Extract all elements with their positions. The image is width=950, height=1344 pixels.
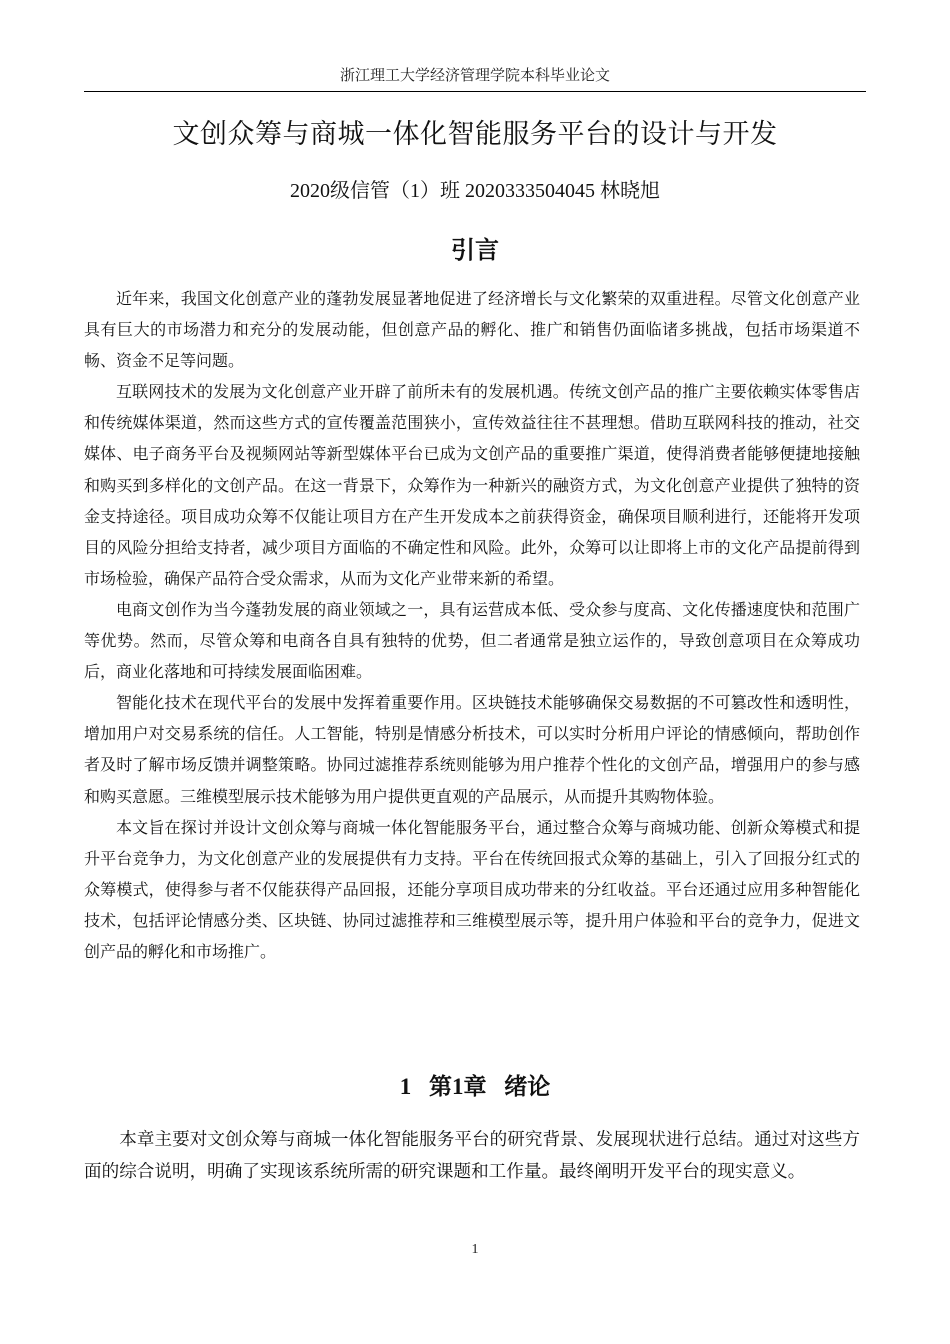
intro-heading: 引言 <box>451 236 499 264</box>
paper-title: 文创众筹与商城一体化智能服务平台的设计与开发 <box>172 119 778 150</box>
chapter-label: 第1章 <box>429 1074 487 1099</box>
chapter-name: 绪论 <box>504 1074 551 1099</box>
intro-body <box>84 283 860 967</box>
intro-paragraph-5: 本文旨在探讨并设计文创众筹与商城一体化智能服务平台，通过整合众筹与商城功能、创新众筹模式和提升平台竞争力，为文化创意产业的发展提供有力支持。平台在传统回报式众筹的基础上，引入了回报分红式的众筹模式，使得参与者不仅能获得产品回报，还能分享项目成功带来的分红收益。平台还通过应用多种智能化技术，包括评论情感分类、区块链、协同过滤推荐和三维模型展示等，提升用户体验和平台的竞争力，促进文创产品的孵化和市场推广。 <box>84 817 860 961</box>
intro-paragraph-3: 电商文创作为当今蓬勃发展的商业领域之一，具有运营成本低、受众参与度高、文化传播速度快和范围广等优势。然而，尽管众筹和电商各自具有独特的优势，但二者通常是独立运作的，导致创意项目在众筹成功后，商业化落地和可持续发展面临困难。 <box>84 599 860 682</box>
page-number: 1 <box>471 1242 479 1257</box>
chapter-heading <box>84 1068 866 1101</box>
chapter-number: 1 <box>399 1074 412 1099</box>
intro-paragraph-4: 智能化技术在现代平台的发展中发挥着重要作用。区块链技术能够确保交易数据的不可篡改性和透明性，增加用户对交易系统的信任。人工智能，特别是情感分析技术，可以实时分析用户评论的情感倾向，帮助创作者及时了解市场反馈并调整策略。协同过滤推荐系统则能够为用户推荐个性化的文创产品，增强用户的参与感和购买意愿。三维模型展示技术能够为用户提供更直观的产品展示，从而提升其购物体验。 <box>84 693 860 806</box>
chapter-paragraph: 本章主要对文创众筹与商城一体化智能服务平台的研究背景、发展现状进行总结。通过对这些方面的综合说明，明确了实现该系统所需的研究课题和工作量。最终阐明开发平台的现实意义。 <box>84 1129 860 1181</box>
intro-paragraph-1: 近年来，我国文化创意产业的蓬勃发展显著地促进了经济增长与文化繁荣的双重进程。尽管文化创意产业具有巨大的市场潜力和充分的发展动能，但创意产品的孵化、推广和销售仍面临诸多挑战，包括市场渠道不畅、资金不足等问题。 <box>84 289 860 371</box>
chapter-body <box>84 1124 860 1187</box>
author-line: 2020级信管（1）班 2020333504045 林晓旭 <box>290 180 660 202</box>
intro-paragraph-2: 互联网技术的发展为文化创意产业开辟了前所未有的发展机遇。传统文创产品的推广主要依赖实体零售店和传统媒体渠道，然而这些方式的宣传覆盖范围狭小，宣传效益往往不甚理想。借助互联网科技的推动，社交媒体、电子商务平台及视频网站等新型媒体平台已成为文创产品的重要推广渠道，使得消费者能够便捷地接触和购买到多样化的文创产品。在这一背景下，众筹作为一种新兴的融资方式，为文化创意产业提供了独特的资金支持途径。项目成功众筹不仅能让项目方在产生开发成本之前获得资金，确保项目顺利进行，还能将开发项目的风险分担给支持者，减少项目方面临的不确定性和风险。此外，众筹可以让即将上市的文化产品提前得到市场检验，确保产品符合受众需求，从而为文化产业带来新的希望。 <box>84 382 860 588</box>
running-header: 浙江理工大学经济管理学院本科毕业论文 <box>84 64 866 92</box>
